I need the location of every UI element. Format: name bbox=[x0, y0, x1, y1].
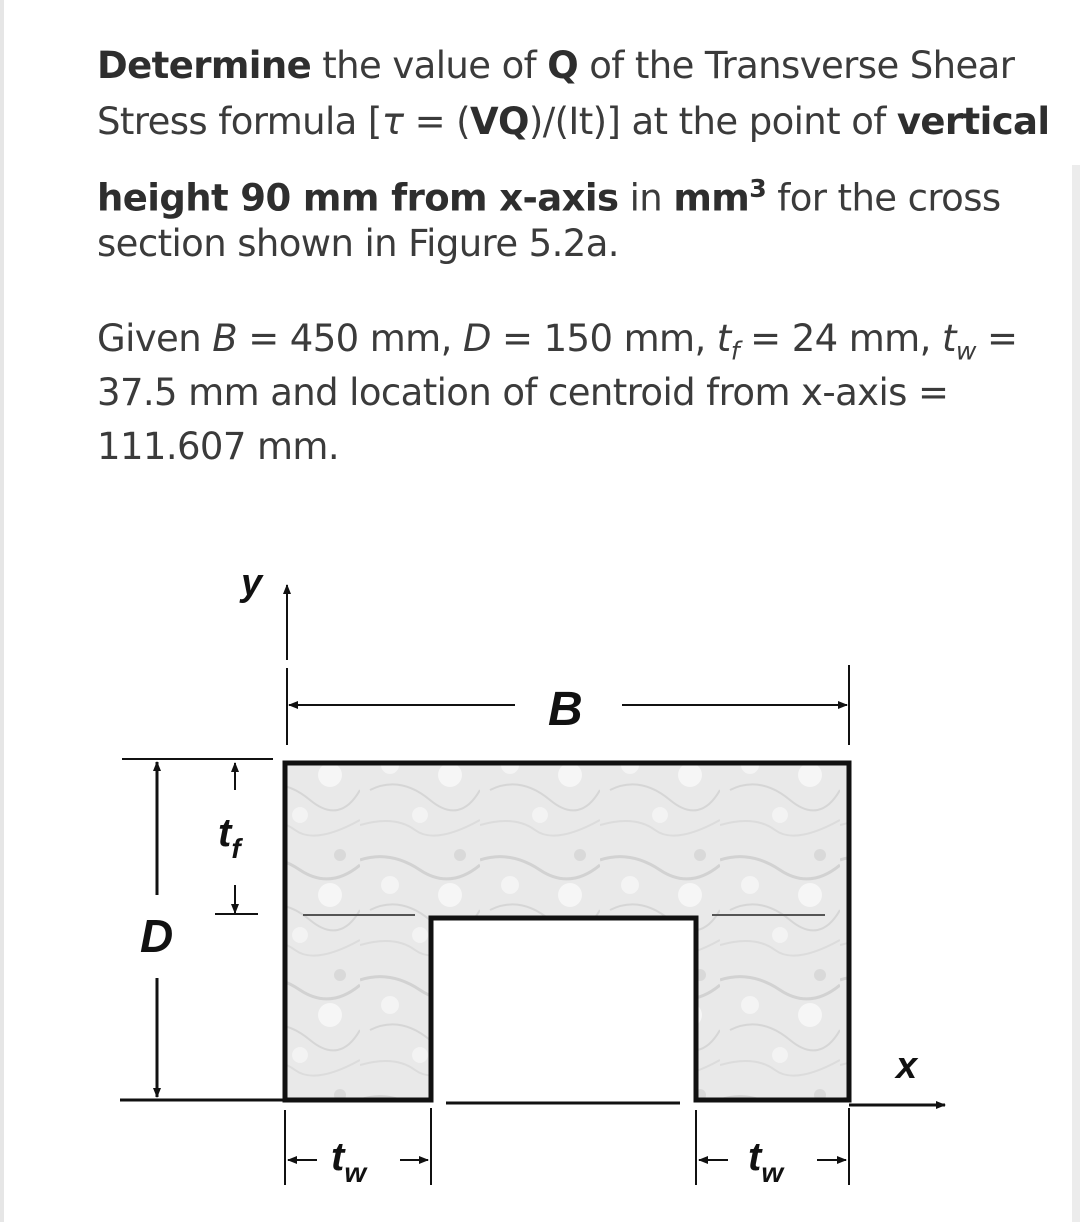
bold-q: Q bbox=[547, 44, 579, 87]
bold-determine: Determine bbox=[97, 44, 312, 87]
x-axis-label: x bbox=[896, 1045, 918, 1087]
dimension-tw-right-label bbox=[748, 1135, 785, 1188]
text: the value of bbox=[311, 44, 548, 87]
text: )/(It)] at the point of bbox=[528, 100, 897, 143]
text: for the cross bbox=[766, 176, 1001, 220]
superscript-3: 3 bbox=[749, 174, 767, 203]
question-line-4: section shown in Figure 5.2a. bbox=[97, 222, 619, 265]
bold-x-axis: x-axis bbox=[499, 176, 619, 220]
text: Stress formula [ bbox=[97, 100, 382, 143]
bold-height: height 90 mm from bbox=[97, 176, 500, 220]
cross-section-shape bbox=[285, 763, 849, 1100]
text: = ( bbox=[403, 100, 470, 143]
given-line-2: 37.5 mm and location of centroid from x-axis = bbox=[97, 371, 949, 414]
tw-right-t: t bbox=[748, 1135, 762, 1179]
bold-mm: mm bbox=[673, 176, 750, 220]
y-axis-label: y bbox=[241, 562, 263, 604]
text: in bbox=[618, 176, 674, 220]
tw-left-sub: w bbox=[344, 1157, 367, 1188]
text: = 150 mm, bbox=[490, 317, 717, 360]
tw-right-sub: w bbox=[761, 1157, 784, 1188]
text: Given bbox=[97, 317, 213, 360]
bold-vertical: vertical bbox=[896, 100, 1050, 143]
dimension-b-label: B bbox=[548, 683, 583, 736]
subscript-f: f bbox=[730, 336, 739, 366]
text: of the Transverse Shear bbox=[578, 44, 1015, 87]
var-b: B bbox=[212, 317, 238, 360]
var-t: t bbox=[716, 317, 731, 360]
bold-vq: VQ bbox=[470, 100, 529, 143]
subscript-w: w bbox=[955, 336, 976, 366]
dimension-tf-label bbox=[218, 811, 243, 864]
var-t: t bbox=[941, 317, 956, 360]
text: = 450 mm, bbox=[237, 317, 463, 360]
dimension-d-label: D bbox=[140, 910, 174, 962]
tw-left-t: t bbox=[331, 1135, 345, 1179]
text: = bbox=[975, 317, 1018, 360]
var-d: D bbox=[462, 317, 491, 360]
tau-symbol: τ bbox=[381, 100, 404, 143]
text: = 24 mm, bbox=[738, 317, 942, 360]
tf-t: t bbox=[218, 811, 232, 855]
dimension-tw-left-label bbox=[331, 1135, 368, 1188]
given-line-3: 111.607 mm. bbox=[97, 425, 340, 468]
tf-sub: f bbox=[231, 833, 241, 864]
